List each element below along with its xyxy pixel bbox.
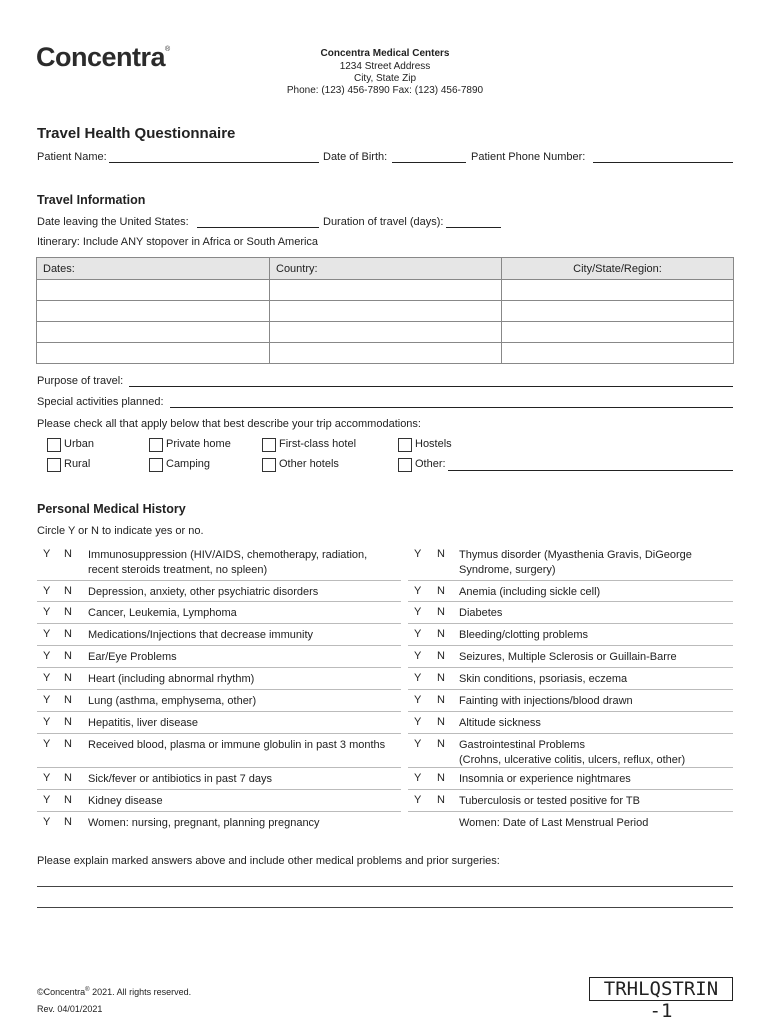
condition-label [459, 694, 633, 709]
condition-label [88, 794, 163, 809]
itinerary-cell[interactable] [502, 343, 734, 364]
purpose-label: Purpose of travel: [37, 375, 124, 387]
yes-option[interactable]: Y [43, 716, 51, 728]
condition-text: Insomnia or experience nightmares [459, 773, 631, 785]
private-home-label: Private home [166, 438, 231, 450]
other-hotels-checkbox[interactable] [262, 458, 276, 472]
yes-option[interactable]: Y [414, 716, 422, 728]
yes-option[interactable]: Y [43, 694, 51, 706]
condition-label [459, 738, 685, 768]
patient-name-field[interactable] [109, 162, 319, 163]
org-city: City, State Zip [353, 73, 417, 84]
no-option[interactable]: N [64, 628, 72, 640]
row-divider [37, 645, 401, 646]
itinerary-cell[interactable] [37, 301, 270, 322]
company-logo: Concentra® [36, 42, 170, 72]
dob-field[interactable] [392, 162, 466, 163]
no-option[interactable]: N [437, 772, 445, 784]
row-divider [37, 811, 401, 812]
no-option[interactable]: N [64, 672, 72, 684]
condition-label [88, 716, 198, 731]
form-code: TRHLQSTRIN -1 [589, 977, 733, 1001]
private-home-checkbox[interactable] [149, 438, 163, 452]
condition-label [88, 738, 385, 753]
condition-text: Depression, anxiety, other psychiatric disorders [88, 586, 319, 598]
yes-option[interactable]: Y [43, 650, 51, 662]
row-divider [408, 789, 733, 790]
first-class-hotel-checkbox[interactable] [262, 438, 276, 452]
no-option[interactable]: N [437, 738, 445, 750]
row-divider [408, 623, 733, 624]
yes-option[interactable]: Y [43, 816, 51, 828]
itinerary-cell[interactable] [502, 322, 734, 343]
condition-text: Sick/fever or antibiotics in past 7 days [88, 773, 273, 785]
patient-name-label: Patient Name: [37, 151, 107, 163]
no-option[interactable]: N [437, 716, 445, 728]
camping-checkbox[interactable] [149, 458, 163, 472]
no-option[interactable]: N [64, 738, 72, 750]
condition-text: Syndrome, surgery) [459, 564, 556, 576]
yes-option[interactable]: Y [414, 672, 422, 684]
urban-label: Urban [64, 438, 94, 450]
yes-option[interactable]: Y [414, 694, 422, 706]
condition-text: Hepatitis, liver disease [88, 717, 199, 729]
date-leaving-label: Date leaving the United States: [37, 216, 189, 228]
row-divider [408, 733, 733, 734]
row-divider [408, 689, 733, 690]
first-class-hotel-label: First-class hotel [279, 438, 357, 450]
condition-label [88, 585, 318, 600]
other-checkbox[interactable] [398, 458, 412, 472]
explain-label: Please explain marked answers above and include other medical problems and prior surgeries: [37, 855, 500, 867]
itinerary-table [36, 257, 734, 364]
condition-text: Skin conditions, psoriasis, eczema [459, 673, 628, 685]
yes-option[interactable]: Y [43, 772, 51, 784]
copyright: ©Concentra® 2021. All rights reserved. [37, 987, 192, 997]
condition-text: Ear/Eye Problems [88, 651, 177, 663]
itinerary-cell[interactable] [37, 322, 270, 343]
condition-label [88, 816, 320, 831]
row-divider [408, 811, 733, 812]
urban-checkbox[interactable] [47, 438, 61, 452]
condition-text: Women: nursing, pregnant, planning pregnancy [88, 817, 320, 829]
no-option[interactable]: N [437, 628, 445, 640]
no-option[interactable]: N [64, 816, 72, 828]
condition-text: Women: Date of Last Menstrual Period [459, 817, 649, 829]
explain-field-line-2[interactable] [37, 907, 733, 908]
row-divider [37, 667, 401, 668]
yes-option[interactable]: Y [43, 794, 51, 806]
no-option[interactable]: N [64, 794, 72, 806]
condition-label [88, 606, 237, 621]
col-country: Country: [270, 258, 502, 280]
row-divider [37, 711, 401, 712]
condition-label [88, 650, 177, 665]
itinerary-cell[interactable] [270, 343, 502, 364]
no-option[interactable]: N [437, 548, 445, 560]
no-option[interactable]: N [437, 585, 445, 597]
revision: Rev. 04/01/2021 [37, 1004, 103, 1014]
condition-label [459, 628, 588, 643]
yes-option[interactable]: Y [414, 650, 422, 662]
condition-text: Diabetes [459, 607, 503, 619]
condition-label [88, 548, 367, 578]
row-divider [37, 789, 401, 790]
condition-text: Heart (including abnormal rhythm) [88, 673, 255, 685]
no-option[interactable]: N [64, 548, 72, 560]
row-divider [408, 711, 733, 712]
itinerary-cell[interactable] [270, 322, 502, 343]
condition-text: Immunosuppression (HIV/AIDS, chemotherapy, radiation, [88, 549, 368, 561]
condition-label [459, 606, 502, 621]
yes-option[interactable]: Y [414, 772, 422, 784]
itinerary-cell[interactable] [270, 301, 502, 322]
condition-text: Medications/Injections that decrease immunity [88, 629, 313, 641]
condition-label [459, 816, 648, 831]
condition-text: Thymus disorder (Myasthenia Gravis, DiGeorge [459, 549, 692, 561]
row-divider [408, 645, 733, 646]
date-leaving-field[interactable] [197, 227, 319, 228]
yes-option[interactable]: Y [43, 585, 51, 597]
condition-label [88, 672, 254, 687]
col-city: City/State/Region: [502, 258, 734, 280]
condition-text: Lung (asthma, emphysema, other) [88, 695, 257, 707]
no-option[interactable]: N [64, 716, 72, 728]
purpose-field[interactable] [129, 386, 733, 387]
camping-label: Camping [166, 458, 211, 470]
org-phone: Phone: (123) 456-7890 Fax: (123) 456-7890 [286, 85, 484, 96]
org-street: 1234 Street Address [339, 61, 431, 72]
itinerary-cell[interactable] [37, 343, 270, 364]
org-name: Concentra Medical Centers [320, 48, 450, 59]
row-divider [37, 601, 401, 602]
condition-text: Fainting with injections/blood drawn [459, 695, 633, 707]
activities-label: Special activities planned: [37, 396, 164, 408]
condition-label [459, 650, 677, 665]
condition-label [459, 794, 640, 809]
yes-option[interactable]: Y [43, 548, 51, 560]
no-option[interactable]: N [64, 772, 72, 784]
duration-label: Duration of travel (days): [323, 216, 444, 228]
no-option[interactable]: N [437, 672, 445, 684]
itinerary-cell[interactable] [502, 301, 734, 322]
condition-text: (Crohns, ulcerative colitis, ulcers, reflux, other) [459, 754, 686, 766]
activities-field[interactable] [170, 407, 733, 408]
condition-label [88, 628, 313, 643]
yes-option[interactable]: Y [414, 794, 422, 806]
no-option[interactable]: N [64, 585, 72, 597]
yes-option[interactable]: Y [414, 548, 422, 560]
itinerary-cell[interactable] [37, 280, 270, 301]
row-divider [37, 580, 401, 581]
condition-text: Tuberculosis or tested positive for TB [459, 795, 640, 807]
condition-text: recent steroids treatment, no spleen) [88, 564, 268, 576]
dob-label: Date of Birth: [323, 151, 388, 163]
condition-label [459, 772, 631, 787]
row-divider [408, 767, 733, 768]
row-divider [408, 580, 733, 581]
rural-label: Rural [64, 458, 91, 470]
row-divider [408, 667, 733, 668]
no-option[interactable]: N [437, 606, 445, 618]
condition-label [459, 672, 627, 687]
accommodation-prompt: Please check all that apply below that best describe your trip accommodations: [37, 418, 421, 430]
condition-label [459, 716, 541, 731]
other-label: Other: [415, 458, 446, 470]
hostels-label: Hostels [415, 438, 452, 450]
yes-option[interactable]: Y [414, 606, 422, 618]
yes-option[interactable]: Y [43, 628, 51, 640]
condition-text: Seizures, Multiple Sclerosis or Guillain-Barre [459, 651, 677, 663]
no-option[interactable]: N [437, 650, 445, 662]
other-hotels-label: Other hotels [279, 458, 339, 470]
yes-option[interactable]: Y [43, 606, 51, 618]
explain-field-line-1[interactable] [37, 886, 733, 887]
itinerary-label: Itinerary: Include ANY stopover in Africa or South America [37, 236, 319, 248]
yes-option[interactable]: Y [43, 738, 51, 750]
col-dates: Dates: [37, 258, 270, 280]
condition-text: Gastrointestinal Problems [459, 739, 585, 751]
medical-history-heading: Personal Medical History [37, 502, 186, 516]
other-field[interactable] [448, 470, 733, 471]
condition-text: Anemia (including sickle cell) [459, 586, 601, 598]
yes-option[interactable]: Y [414, 628, 422, 640]
no-option[interactable]: N [64, 650, 72, 662]
itinerary-cell[interactable] [270, 280, 502, 301]
medical-history-instruction: Circle Y or N to indicate yes or no. [37, 525, 204, 537]
condition-text: Altitude sickness [459, 717, 541, 729]
row-divider [408, 601, 733, 602]
condition-text: Kidney disease [88, 795, 163, 807]
condition-label [459, 548, 692, 578]
condition-text: Bleeding/clotting problems [459, 629, 589, 641]
row-divider [37, 623, 401, 624]
condition-text: Received blood, plasma or immune globulin in past 3 months [88, 739, 386, 751]
yes-option[interactable]: Y [414, 738, 422, 750]
condition-text: Cancer, Leukemia, Lymphoma [88, 607, 237, 619]
condition-label [88, 772, 272, 787]
no-option[interactable]: N [437, 794, 445, 806]
duration-field[interactable] [446, 227, 501, 228]
no-option[interactable]: N [437, 694, 445, 706]
phone-field[interactable] [593, 162, 733, 163]
rural-checkbox[interactable] [47, 458, 61, 472]
row-divider [37, 733, 401, 734]
no-option[interactable]: N [64, 606, 72, 618]
yes-option[interactable]: Y [414, 585, 422, 597]
row-divider [37, 689, 401, 690]
yes-option[interactable]: Y [43, 672, 51, 684]
condition-label [459, 585, 600, 600]
itinerary-cell[interactable] [502, 280, 734, 301]
page-title: Travel Health Questionnaire [37, 125, 236, 142]
no-option[interactable]: N [64, 694, 72, 706]
travel-info-heading: Travel Information [37, 193, 146, 207]
hostels-checkbox[interactable] [398, 438, 412, 452]
row-divider [37, 767, 401, 768]
condition-label [88, 694, 256, 709]
phone-label: Patient Phone Number: [471, 151, 586, 163]
